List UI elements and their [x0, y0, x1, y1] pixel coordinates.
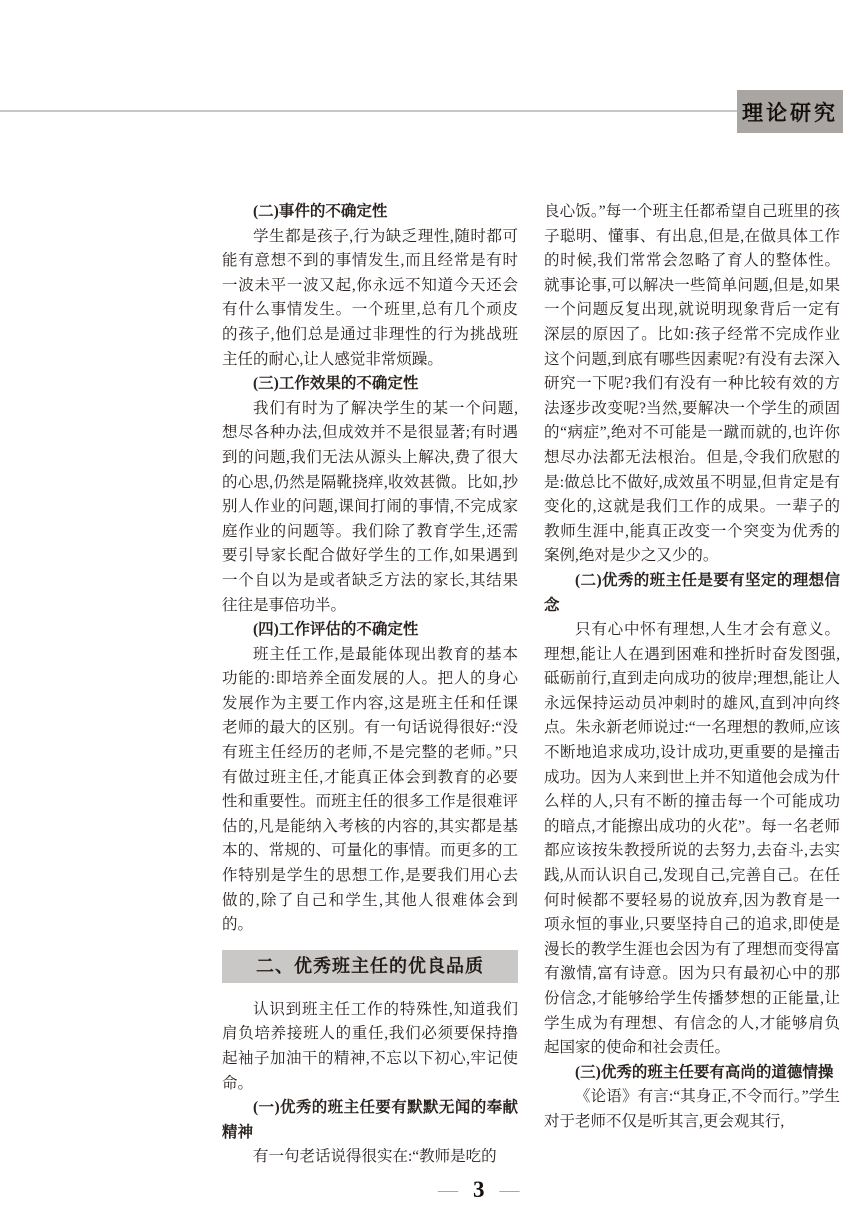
- page-footer: [438, 1178, 520, 1201]
- paragraph: 认识到班主任工作的特殊性,知道我们肩负培养接班人的重任,我们必须要保持撸起袖子加油干的精神,不忘以下初心,牢记使命。: [222, 1000, 518, 1092]
- paragraph: 《论语》有言:“其身正,不令而行。”学生对于老师不仅是听其言,更会观其行,: [544, 1088, 840, 1130]
- page-number: 3: [473, 1177, 485, 1202]
- column-left: [222, 200, 518, 1170]
- paragraph: 只有心中怀有理想,人生才会有意义。理想,能让人在遇到困难和挫折时奋发图强,砥砺前行,直到走向成功的彼岸;理想,能让人永远保持运动员冲刺时的雄风,直到冲向终点。朱永新老师说过:“一名理想的教师,应该不断地追求成功,设计成功,更重要的是撞击成功。因为人来到世上并不知道他会成为什么样的人,只有不断的撞击每一个可能成功的暗点,才能擦出成功的火花”。每一名老师都应该按朱教授所说的去努力,去奋斗,去实践,从而认识自己,发现自己,完善自己。在任何时候都不要轻易的说放弃,因为教育是一项永恒的事业,只要坚持自己的追求,即使是漫长的教学生涯也会因为有了理想而变得富有激情,富有诗意。因为只有最初心中的那份信念,才能够给学生传播梦想的正能量,让学生成为有理想、有信念的人,才能够肩负起国家的使命和社会责任。: [544, 621, 840, 1057]
- subheading: (二)事件的不确定性: [253, 203, 388, 220]
- paragraph: 有一句老话说得很实在:“教师是吃的: [253, 1148, 497, 1166]
- paragraph-continuation: 良心饭。”每一个班主任都希望自己班里的孩子聪明、懂事、有出息,但是,在做具体工作的时候,我们常常会忽略了育人的整体性。就事论事,可以解决一些简单问题,但是,如果一个问题反复出现,就说明现象背后一定有深层的原因了。比如:孩子经常不完成作业这个问题,到底有哪些因素呢?有没有去深入研究一下呢?我们有没有一种比较有效的方法逐步改变呢?当然,要解决一个学生的顽固的“病症”,绝对不可能是一蹴而就的,也许你想尽办法都无法根治。但是,令我们欣慰的是:做总比不做好,成效虽不明显,但肯定是有变化的,这就是我们工作的成果。一辈子的教师生涯中,能真正改变一个突变为优秀的案例,绝对是少之又少的。: [544, 203, 840, 565]
- column-right: [544, 200, 840, 1170]
- header-rule: [0, 110, 737, 112]
- subheading: (三)优秀的班主任要有高尚的道德情操: [575, 1063, 834, 1081]
- footer-dash-left: —: [438, 1178, 458, 1201]
- subheading: (三)工作效果的不确定性: [253, 375, 419, 393]
- section-label-badge: 理论研究: [737, 90, 843, 133]
- subheading: (四)工作评估的不确定性: [253, 621, 419, 639]
- subheading: (一)优秀的班主任要有默默无闻的奉献精神: [222, 1099, 518, 1141]
- paragraph: 学生都是孩子,行为缺乏理性,随时都可能有意想不到的事情发生,而且经常是有时一波未平一波又起,你永远不知道今天还会有什么事情发生。一个班里,总有几个顽皮的孩子,他们总是通过非理性的行为挑战班主任的耐心,让人感觉非常烦躁。: [222, 227, 518, 368]
- footer-dash-right: —: [499, 1178, 520, 1201]
- section-heading-bar: 二、优秀班主任的优良品质: [222, 950, 518, 983]
- article-body: [222, 200, 840, 1170]
- paragraph: 我们有时为了解决学生的某一个问题,想尽各种办法,但成效并不是很显著;有时遇到的问题,我们无法从源头上解决,费了很大的心思,仍然是隔靴挠痒,收效甚微。比如,抄别人作业的问题,课间打闹的事情,不完成家庭作业的问题等。我们除了教育学生,还需要引导家长配合做好学生的工作,如果遇到一个自以为是或者缺乏方法的家长,其结果往往是事倍功半。: [222, 399, 518, 614]
- subheading: (二)优秀的班主任是要有坚定的理想信念: [544, 571, 840, 614]
- paragraph: 班主任工作,是最能体现出教育的基本功能的:即培养全面发展的人。把人的身心发展作为主要工作内容,这是班主任和任课老师的最大的区别。有一句话说得很好:“没有班主任经历的老师,不是完整的老师。”只有做过班主任,才能真正体会到教育的必要性和重要性。而班主任的很多工作是很难评估的,凡是能纳入考核的内容的,其实都是基本的、常规的、可量化的事情。而更多的工作特别是学生的思想工作,是要我们用心去做的,除了自己和学生,其他人很难体会到的。: [222, 645, 518, 934]
